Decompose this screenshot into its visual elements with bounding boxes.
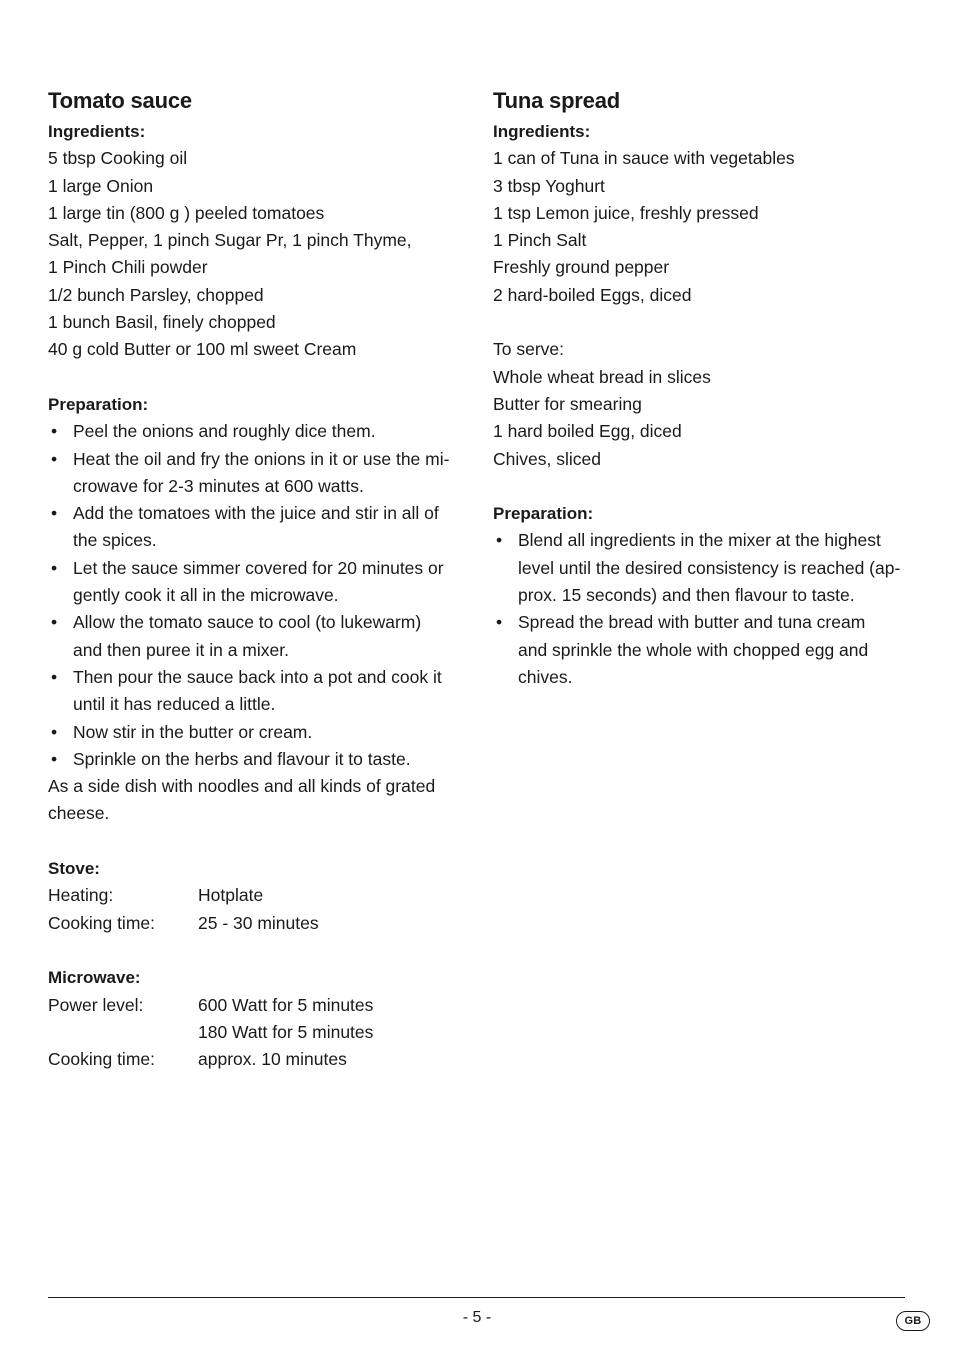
ingredient-item: 3 tbsp Yoghurt (493, 175, 605, 196)
tuna-preparation-label: Preparation: (493, 504, 594, 524)
bullet-icon: • (51, 666, 58, 687)
tuna-ingredients-label: Ingredients: (493, 122, 591, 141)
bullet-icon: • (51, 557, 58, 578)
serving-note: As a side dish with noodles and all kinds of grated (48, 776, 436, 797)
bullet-icon: • (51, 448, 58, 469)
tomato-preparation-steps (48, 418, 468, 773)
stove-row: Cooking time: 25 - 30 minutes (48, 912, 319, 933)
bullet-icon: • (496, 530, 503, 551)
serve-item: Chives, sliced (493, 448, 601, 469)
microwave-row: 180 Watt for 5 minutes (198, 1021, 374, 1042)
microwave-row: Cooking time: approx. 10 minutes (48, 1049, 347, 1070)
serve-item: 1 hard boiled Egg, diced (493, 421, 682, 442)
ingredient-item: Salt, Pepper, 1 pinch Sugar Pr, 1 pinch Thyme, (48, 230, 412, 251)
language-badge: GB (896, 1311, 930, 1331)
bullet-icon: • (51, 612, 58, 633)
to-serve-list (493, 364, 913, 473)
stove-row: Heating: Hotplate (48, 885, 264, 906)
preparation-step: • Allow the tomato sauce to cool (to lukewarm) and then puree it in a mixer. (48, 609, 468, 664)
preparation-step: • Spread the bread with butter and tuna cream and sprinkle the whole with chopped egg and chives. (493, 609, 913, 691)
bullet-icon: • (51, 503, 58, 524)
ingredient-item: 1 large tin (800 g ) peeled tomatoes (48, 202, 325, 223)
preparation-step: • Then pour the sauce back into a pot and cook it until it has reduced a little. (48, 664, 468, 719)
to-serve-label: To serve: (493, 339, 564, 360)
preparation-step: • Add the tomatoes with the juice and stir in all of the spices. (48, 500, 468, 555)
preparation-step: • Sprinkle on the herbs and flavour it to taste. (48, 746, 468, 773)
microwave-label: Microwave: (48, 968, 141, 988)
ingredient-item: 1 tsp Lemon juice, freshly pressed (493, 202, 759, 223)
ingredient-item: 2 hard-boiled Eggs, diced (493, 284, 692, 305)
tuna-spread-title: Tuna spread (493, 88, 620, 113)
ingredient-item: 1 bunch Basil, finely chopped (48, 312, 276, 333)
ingredient-item: 40 g cold Butter or 100 ml sweet Cream (48, 339, 357, 360)
ingredient-item: 1/2 bunch Parsley, chopped (48, 284, 264, 305)
ingredient-item: Freshly ground pepper (493, 257, 670, 278)
preparation-step: • Let the sauce simmer covered for 20 minutes or gently cook it all in the microwave. (48, 555, 468, 610)
ingredient-item: 1 can of Tuna in sauce with vegetables (493, 148, 795, 169)
serve-item: Whole wheat bread in slices (493, 366, 711, 387)
bullet-icon: • (496, 612, 503, 633)
bullet-icon: • (51, 421, 58, 442)
preparation-step: • Now stir in the butter or cream. (48, 719, 468, 746)
preparation-step: • Peel the onions and roughly dice them. (48, 418, 468, 445)
ingredient-item: 5 tbsp Cooking oil (48, 148, 188, 169)
bullet-icon: • (51, 721, 58, 742)
tomato-sauce-column (48, 86, 468, 1073)
serve-item: Butter for smearing (493, 393, 642, 414)
tuna-ingredients-list (493, 145, 913, 309)
stove-label: Stove: (48, 859, 100, 879)
bullet-icon: • (51, 748, 58, 769)
preparation-step: • Heat the oil and fry the onions in it or use the mi- crowave for 2-3 minutes at 600 watts. (48, 446, 468, 501)
preparation-step: • Blend all ingredients in the mixer at the highest level until the desired consistency is reached (ap- prox. 15 seconds) and then flavour to taste. (493, 527, 913, 609)
page-number: - 5 - (462, 1309, 492, 1326)
ingredient-item: 1 Pinch Salt (493, 230, 587, 251)
microwave-row: Power level: 600 Watt for 5 minutes (48, 994, 374, 1015)
tuna-spread-column (493, 86, 913, 691)
tomato-ingredients-label: Ingredients: (48, 122, 146, 141)
tomato-sauce-title: Tomato sauce (48, 88, 192, 113)
serving-note: cheese. (48, 803, 110, 824)
ingredient-item: 1 Pinch Chili powder (48, 257, 208, 278)
footer-divider (48, 1297, 905, 1298)
tomato-ingredients-list (48, 145, 468, 363)
ingredient-item: 1 large Onion (48, 175, 154, 196)
tuna-preparation-steps (493, 527, 913, 691)
tomato-preparation-label: Preparation: (48, 394, 149, 414)
